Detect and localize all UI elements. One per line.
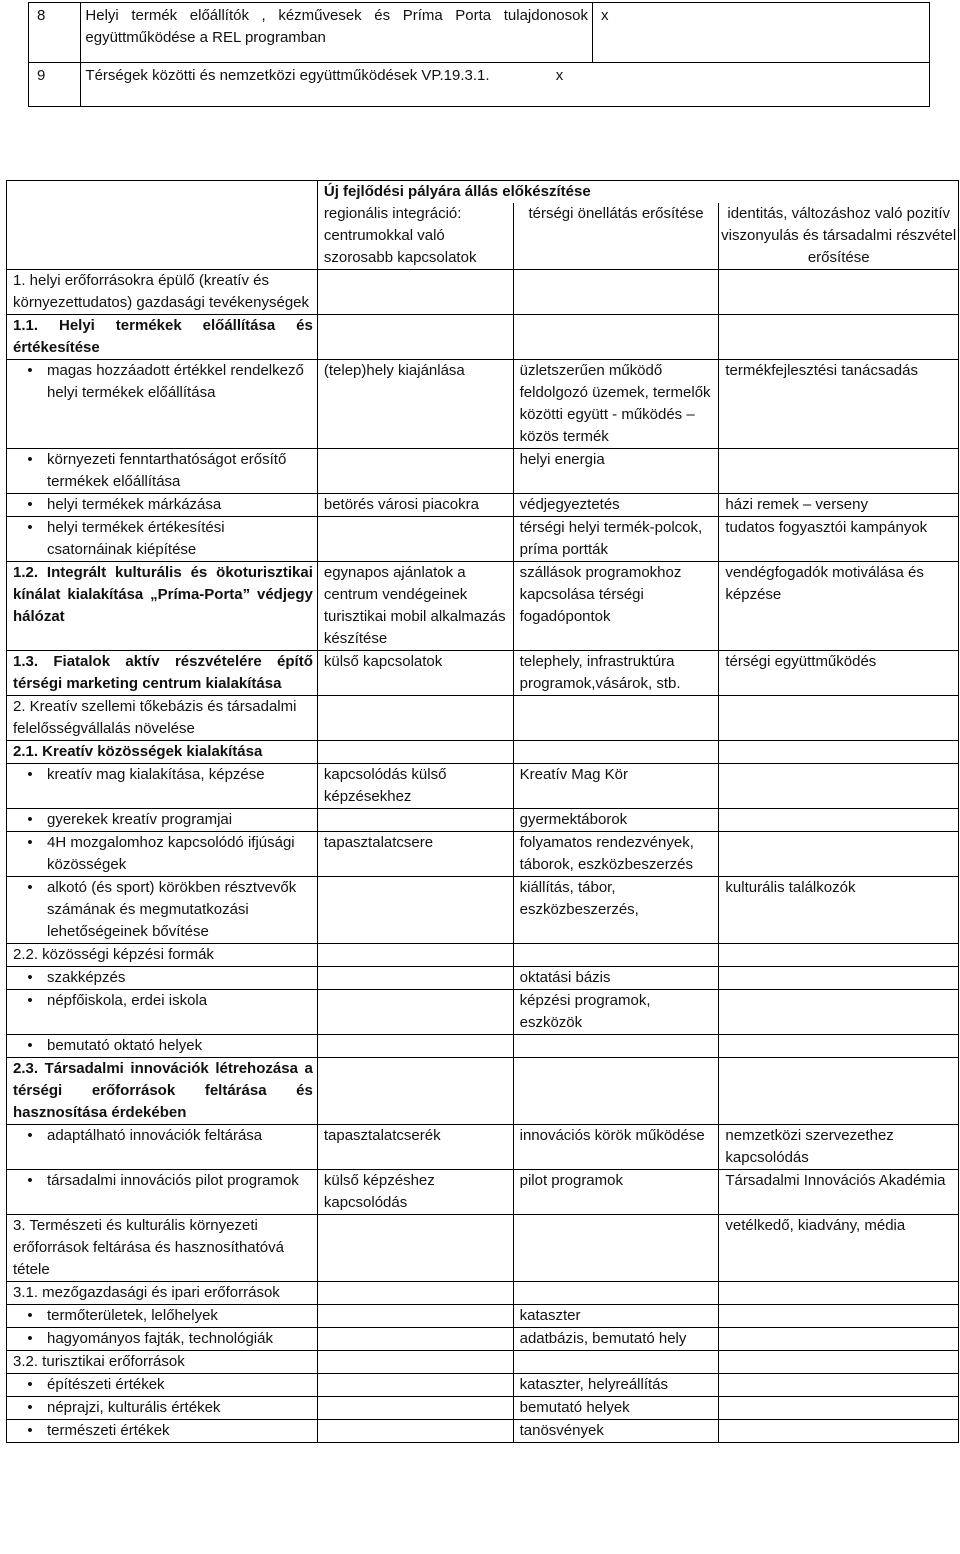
table-row [7, 1125, 959, 1170]
row-identity [719, 1397, 959, 1420]
row-regional: (telep)hely kiajánlása [317, 360, 513, 449]
row-item [7, 832, 318, 877]
row-item: 1. helyi erőforrásokra épülő (kreatív és környezettudatos) gazdasági tevékenységek [7, 270, 318, 315]
row-regional [317, 1282, 513, 1305]
row-item-text: gyerekek kreatív programjai [47, 811, 233, 828]
top-row [29, 3, 930, 63]
row-item-text: kreatív mag kialakítása, képzése [47, 766, 265, 783]
bullet-icon: • [27, 519, 33, 536]
top-row-num: 9 [29, 63, 81, 107]
row-item-text: alkotó (és sport) körökben résztvevők számának és megmutatkozási lehetőségeinek bővítése [47, 879, 297, 940]
row-regional [317, 315, 513, 360]
table-row [7, 360, 959, 449]
row-regional: tapasztalatcsere [317, 832, 513, 877]
table-row [7, 1035, 959, 1058]
table-row [7, 764, 959, 809]
row-selfsufficiency: kataszter, helyreállítás [513, 1374, 719, 1397]
row-item-text: építészeti értékek [47, 1376, 165, 1393]
row-identity [719, 809, 959, 832]
row-identity [719, 764, 959, 809]
row-item-text: helyi termékek értékesítési csatornáinak kiépítése [47, 519, 225, 558]
bullet-icon: • [27, 1172, 33, 1189]
bullet-icon: • [27, 1127, 33, 1144]
row-identity: házi remek – verseny [719, 494, 959, 517]
top-row-mark: x [555, 67, 564, 84]
row-selfsufficiency: szállások programokhoz kapcsolása térségi fogadópontok [513, 562, 719, 651]
table-row [7, 1374, 959, 1397]
row-item [7, 967, 318, 990]
row-item [7, 764, 318, 809]
table-row [7, 1397, 959, 1420]
table-row [7, 944, 959, 967]
row-selfsufficiency: adatbázis, bemutató hely [513, 1328, 719, 1351]
row-item: 2.2. közösségi képzési formák [7, 944, 318, 967]
row-identity [719, 1035, 959, 1058]
table-row [7, 696, 959, 741]
row-item [7, 1374, 318, 1397]
row-identity [719, 1420, 959, 1443]
row-selfsufficiency [513, 1215, 719, 1282]
row-regional [317, 967, 513, 990]
row-item-text: 4H mozgalomhoz kapcsolódó ifjúsági közösségek [47, 834, 295, 873]
row-item-text: népfőiskola, erdei iskola [47, 992, 208, 1009]
table-row [7, 1058, 959, 1125]
row-item [7, 1328, 318, 1351]
bullet-icon: • [27, 969, 33, 986]
row-item [7, 494, 318, 517]
row-regional [317, 809, 513, 832]
row-item-text: szakképzés [47, 969, 126, 986]
table-row [7, 832, 959, 877]
row-regional [317, 1058, 513, 1125]
table-row [7, 990, 959, 1035]
row-item: 3.2. turisztikai erőforrások [7, 1351, 318, 1374]
table-row [7, 741, 959, 764]
row-identity [719, 315, 959, 360]
bullet-icon: • [27, 1422, 33, 1439]
row-regional [317, 1215, 513, 1282]
row-regional [317, 270, 513, 315]
top-row-text: Térségek közötti és nemzetközi együttműködések VP.19.3.1. [85, 67, 490, 84]
row-item: 3. Természeti és kulturális környezeti erőforrások feltárása és hasznosíthatóvá tétele [7, 1215, 318, 1282]
header-col1: regionális integráció: centrumokkal való szorosabb kapcsolatok [317, 203, 513, 270]
row-identity [719, 270, 959, 315]
bullet-icon: • [27, 362, 33, 379]
row-identity: nemzetközi szervezethez kapcsolódás [719, 1125, 959, 1170]
row-selfsufficiency: telephely, infrastruktúra programok,vásárok, stb. [513, 651, 719, 696]
table-row [7, 967, 959, 990]
row-regional [317, 449, 513, 494]
row-selfsufficiency [513, 696, 719, 741]
row-regional: egynapos ajánlatok a centrum vendégeinek turisztikai mobil alkalmazás készítése [317, 562, 513, 651]
table-row [7, 517, 959, 562]
header-col2: térségi önellátás erősítése [513, 203, 719, 270]
bullet-icon: • [27, 766, 33, 783]
row-identity: vetélkedő, kiadvány, média [719, 1215, 959, 1282]
row-identity: Társadalmi Innovációs Akadémia [719, 1170, 959, 1215]
table-row [7, 449, 959, 494]
top-table [28, 2, 930, 107]
bullet-icon: • [27, 1330, 33, 1347]
row-identity: termékfejlesztési tanácsadás [719, 360, 959, 449]
row-identity [719, 990, 959, 1035]
row-selfsufficiency [513, 741, 719, 764]
row-regional [317, 1397, 513, 1420]
row-regional: kapcsolódás külső képzésekhez [317, 764, 513, 809]
table-row [7, 1170, 959, 1215]
row-item-text: magas hozzáadott értékkel rendelkező helyi termékek előállítása [47, 362, 304, 401]
row-selfsufficiency [513, 1351, 719, 1374]
row-item: 1.1. Helyi termékek előállítása és értékesítése [7, 315, 318, 360]
row-item: 1.3. Fiatalok aktív részvételére építő térségi marketing centrum kialakítása [7, 651, 318, 696]
row-regional [317, 1374, 513, 1397]
table-row [7, 315, 959, 360]
row-identity [719, 967, 959, 990]
top-row-num: 8 [29, 3, 81, 63]
row-selfsufficiency [513, 1058, 719, 1125]
row-selfsufficiency [513, 1035, 719, 1058]
row-item: 1.2. Integrált kulturális és ökoturisztikai kínálat kialakítása „Príma-Porta” védjegy hálózat [7, 562, 318, 651]
row-item [7, 1125, 318, 1170]
row-selfsufficiency: védjegyeztetés [513, 494, 719, 517]
table-row [7, 562, 959, 651]
row-selfsufficiency: innovációs körök működése [513, 1125, 719, 1170]
row-selfsufficiency: képzési programok, eszközök [513, 990, 719, 1035]
bullet-icon: • [27, 1307, 33, 1324]
row-item-text: helyi termékek márkázása [47, 496, 222, 513]
row-regional: betörés városi piacokra [317, 494, 513, 517]
row-selfsufficiency [513, 315, 719, 360]
row-regional: tapasztalatcserék [317, 1125, 513, 1170]
bullet-icon: • [27, 1376, 33, 1393]
row-identity: tudatos fogyasztói kampányok [719, 517, 959, 562]
row-regional: külső képzéshez kapcsolódás [317, 1170, 513, 1215]
row-selfsufficiency [513, 270, 719, 315]
bullet-icon: • [27, 992, 33, 1009]
main-table [6, 180, 959, 1443]
row-regional [317, 877, 513, 944]
row-item-text: környezeti fenntarthatóságot erősítő termékek előállítása [47, 451, 287, 490]
row-selfsufficiency: tanösvények [513, 1420, 719, 1443]
table-row [7, 877, 959, 944]
row-item-text: termőterületek, lelőhelyek [47, 1307, 218, 1324]
row-selfsufficiency: üzletszerűen működő feldolgozó üzemek, termelők közötti együtt - működés – közös termék [513, 360, 719, 449]
row-item-text: hagyományos fajták, technológiák [47, 1330, 273, 1347]
table-row [7, 1282, 959, 1305]
header-col3: identitás, változáshoz való pozitív viszonyulás és társadalmi részvétel erősítése [719, 203, 959, 270]
row-item: 2.3. Társadalmi innovációk létrehozása a térségi erőforrások feltárása és hasznosítása érdekében [7, 1058, 318, 1125]
table-row [7, 809, 959, 832]
table-row [7, 1351, 959, 1374]
table-row [7, 1305, 959, 1328]
row-item-text: természeti értékek [47, 1422, 170, 1439]
row-identity [719, 696, 959, 741]
row-identity [719, 1328, 959, 1351]
row-regional [317, 1328, 513, 1351]
main-table-body [7, 181, 959, 1443]
row-identity [719, 1305, 959, 1328]
row-identity [719, 832, 959, 877]
row-regional [317, 990, 513, 1035]
row-item [7, 360, 318, 449]
table-row [7, 1215, 959, 1282]
row-item-text: adaptálható innovációk feltárása [47, 1127, 263, 1144]
row-regional [317, 517, 513, 562]
bullet-icon: • [27, 451, 33, 468]
row-item [7, 1397, 318, 1420]
row-item: 2. Kreatív szellemi tőkebázis és társadalmi felelősségvállalás növelése [7, 696, 318, 741]
top-row-mark: x [592, 3, 929, 63]
row-regional [317, 1351, 513, 1374]
row-selfsufficiency: Kreatív Mag Kör [513, 764, 719, 809]
row-item [7, 1170, 318, 1215]
row-item-text: társadalmi innovációs pilot programok [47, 1172, 299, 1189]
row-item: 3.1. mezőgazdasági és ipari erőforrások [7, 1282, 318, 1305]
bullet-icon: • [27, 1399, 33, 1416]
row-identity [719, 449, 959, 494]
row-regional [317, 696, 513, 741]
row-identity [719, 1374, 959, 1397]
bullet-icon: • [27, 496, 33, 513]
row-regional [317, 741, 513, 764]
row-identity [719, 1058, 959, 1125]
row-selfsufficiency: gyermektáborok [513, 809, 719, 832]
row-selfsufficiency: térségi helyi termék-polcok, príma portták [513, 517, 719, 562]
row-item-text: néprajzi, kulturális értékek [47, 1399, 221, 1416]
row-identity: térségi együttműködés [719, 651, 959, 696]
header-title: Új fejlődési pályára állás előkészítése [317, 181, 958, 204]
bullet-icon: • [27, 834, 33, 851]
row-item [7, 1420, 318, 1443]
row-identity: vendégfogadók motiválása és képzése [719, 562, 959, 651]
row-selfsufficiency: pilot programok [513, 1170, 719, 1215]
row-regional [317, 1420, 513, 1443]
top-row [29, 63, 930, 107]
row-item: 2.1. Kreatív közösségek kialakítása [7, 741, 318, 764]
row-item [7, 877, 318, 944]
row-item [7, 990, 318, 1035]
row-regional [317, 1305, 513, 1328]
row-identity: kulturális találkozók [719, 877, 959, 944]
table-row [7, 270, 959, 315]
row-regional: külső kapcsolatok [317, 651, 513, 696]
row-selfsufficiency: folyamatos rendezvények, táborok, eszközbeszerzés [513, 832, 719, 877]
bullet-icon: • [27, 879, 33, 896]
table-row [7, 494, 959, 517]
row-identity [719, 1351, 959, 1374]
row-item [7, 517, 318, 562]
header-title-row [7, 181, 959, 204]
table-row [7, 1328, 959, 1351]
row-selfsufficiency: oktatási bázis [513, 967, 719, 990]
table-row [7, 651, 959, 696]
bullet-icon: • [27, 1037, 33, 1054]
row-selfsufficiency: kataszter [513, 1305, 719, 1328]
row-regional [317, 944, 513, 967]
row-identity [719, 944, 959, 967]
row-selfsufficiency: helyi energia [513, 449, 719, 494]
row-identity [719, 1282, 959, 1305]
row-selfsufficiency [513, 1282, 719, 1305]
row-selfsufficiency: bemutató helyek [513, 1397, 719, 1420]
top-row-text: Helyi termék előállítók , kézművesek és Príma Porta tulajdonosok együttműködése a REL programban [81, 3, 593, 63]
table-row [7, 1420, 959, 1443]
row-item [7, 1305, 318, 1328]
row-selfsufficiency: kiállítás, tábor, eszközbeszerzés, [513, 877, 719, 944]
bullet-icon: • [27, 811, 33, 828]
row-item [7, 809, 318, 832]
row-regional [317, 1035, 513, 1058]
row-selfsufficiency [513, 944, 719, 967]
row-item [7, 449, 318, 494]
row-item-text: bemutató oktató helyek [47, 1037, 203, 1054]
row-item [7, 1035, 318, 1058]
row-identity [719, 741, 959, 764]
